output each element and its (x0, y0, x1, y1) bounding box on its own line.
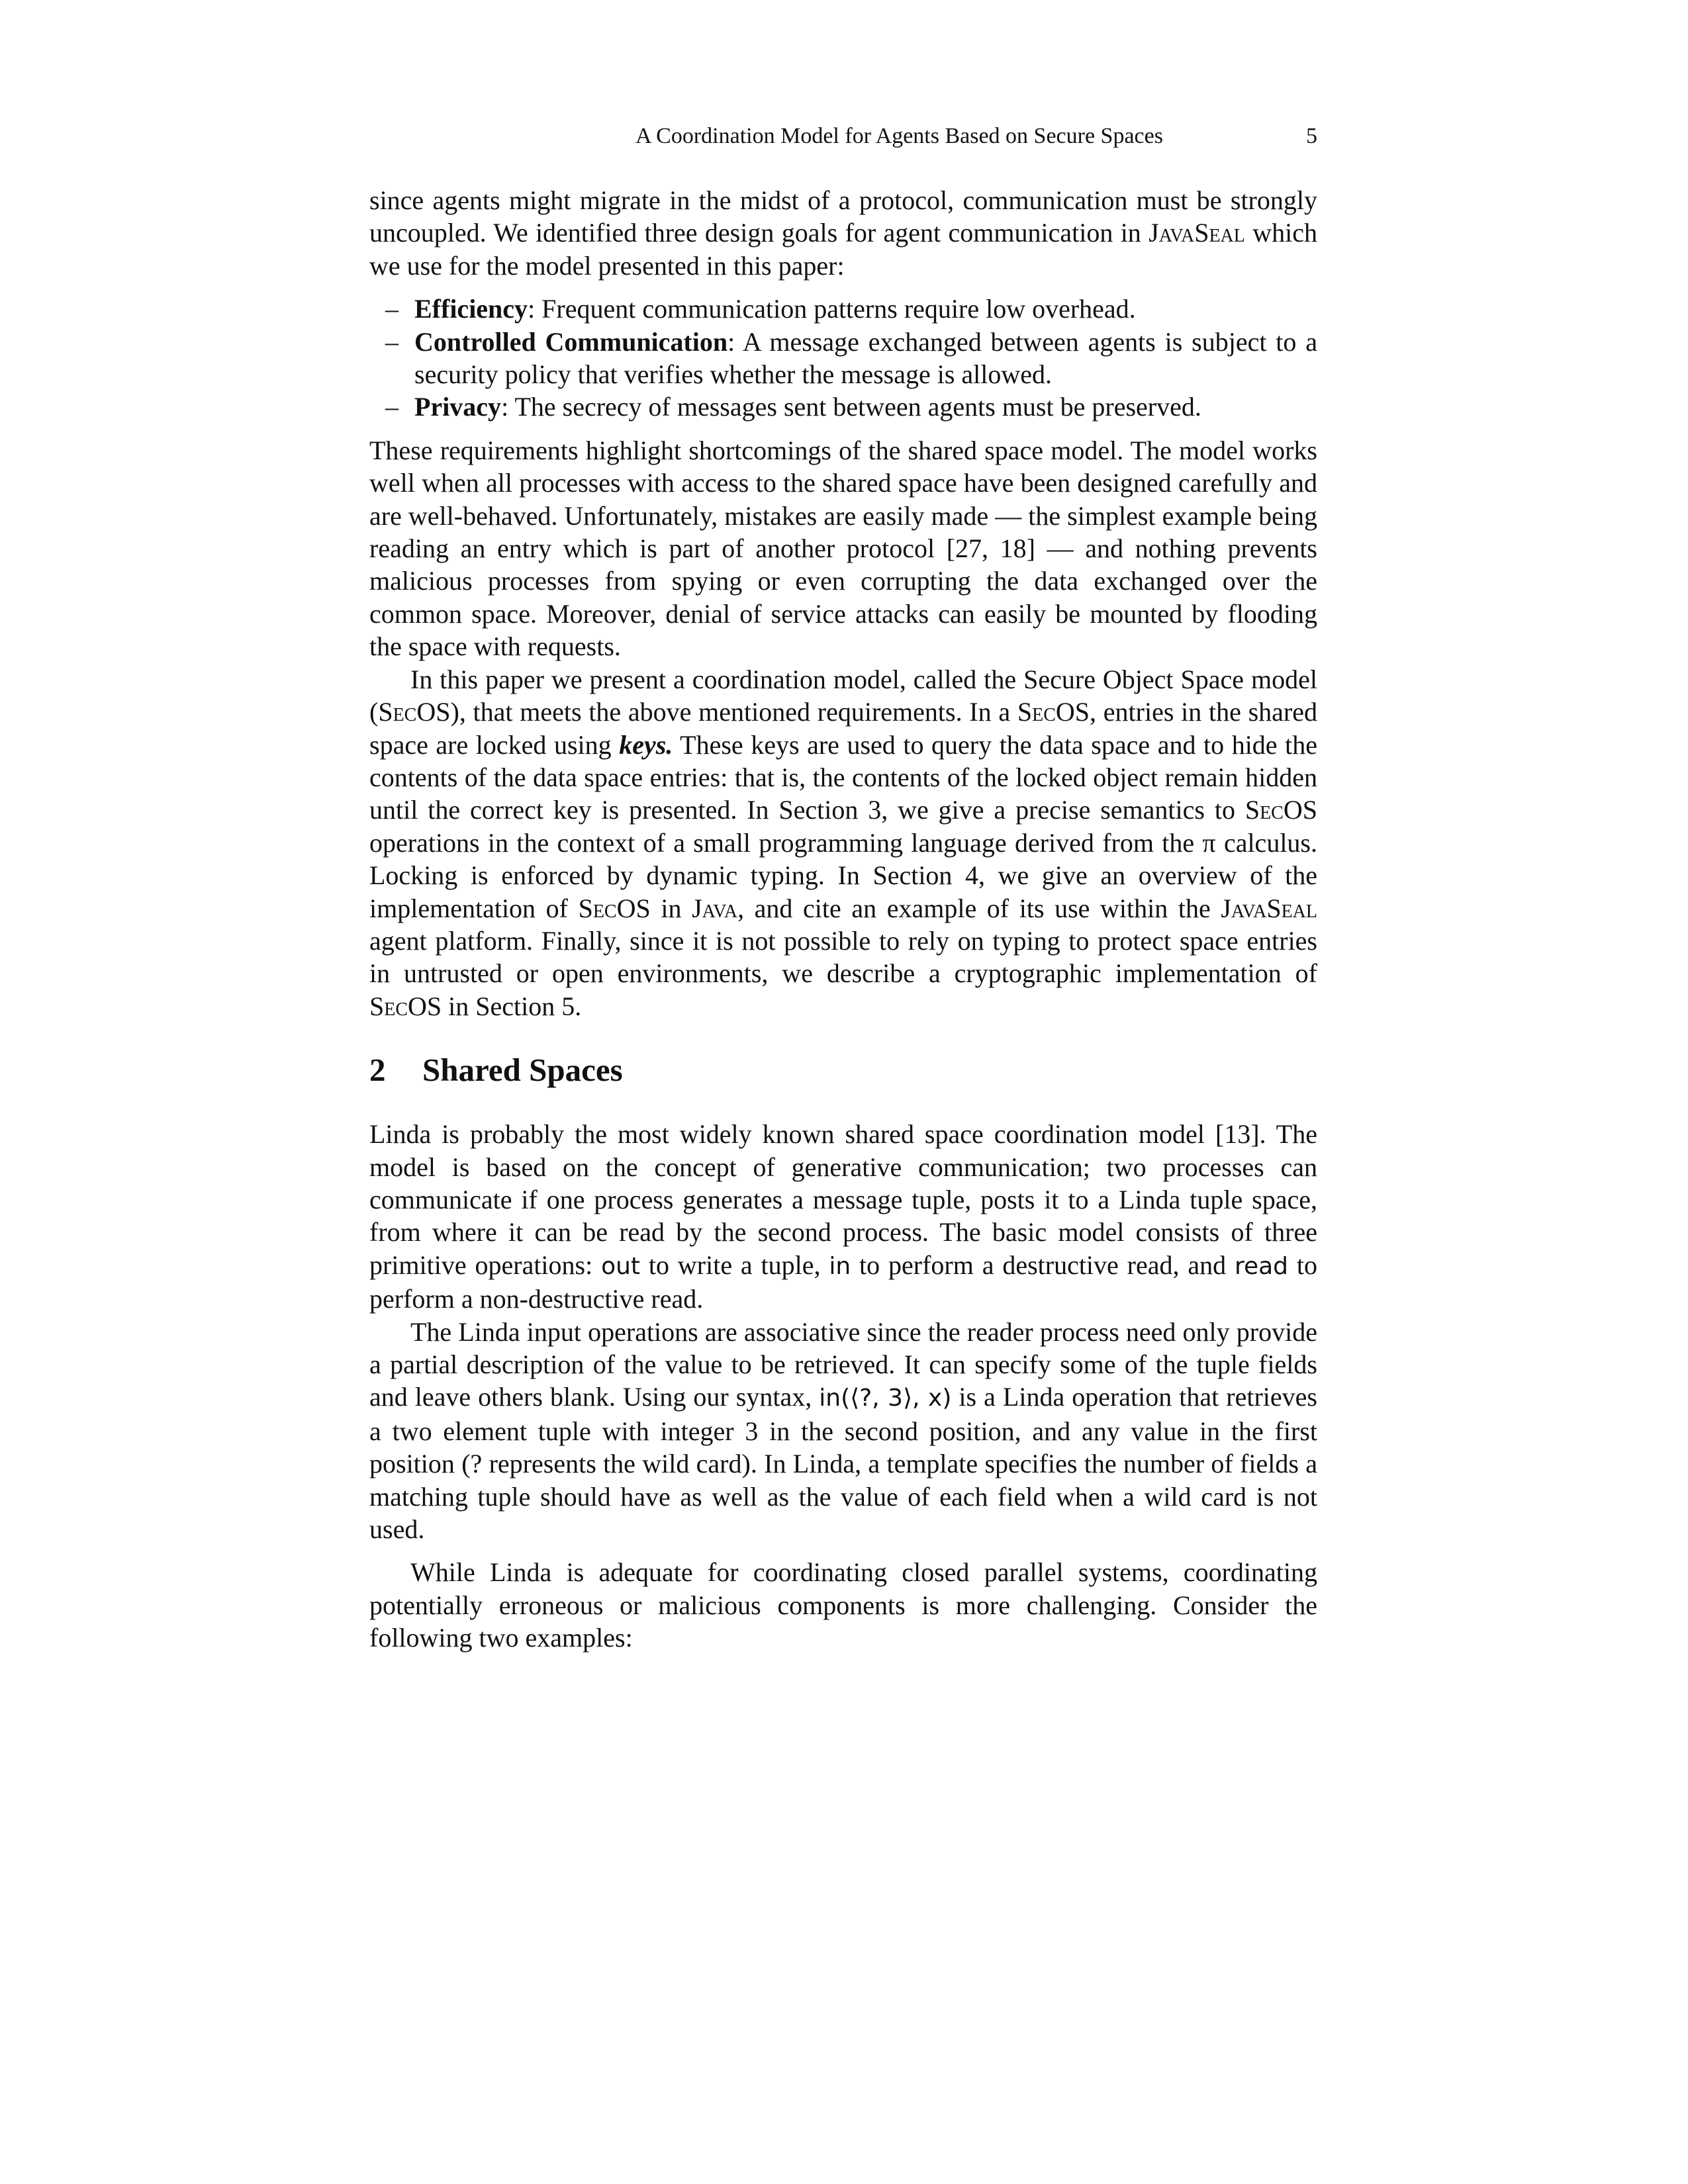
text-run: ), that meets the above mentioned requirements. In a (450, 697, 1017, 727)
goal-term: Privacy (414, 392, 502, 422)
secos-name: SecOS (369, 991, 442, 1021)
javaseal-name: JavaSeal (1149, 218, 1245, 248)
text-run: in Section 5. (442, 991, 582, 1021)
text-run: operations in the context of a small programming language derived from the π calculus. Locking is enforced by dynamic typing. In Section 4, we give an overview of the implementation of (369, 827, 1317, 923)
op-out: out (601, 1252, 641, 1280)
linda-paragraph-3: While Linda is adequate for coordinating closed parallel systems, coordinating potentially erroneous or malicious components is more challenging. Consider the following two examples: (369, 1557, 1317, 1653)
goal-term: Efficiency (414, 294, 528, 324)
secos-name: SecOS (1244, 795, 1317, 825)
secos-name: SecOS (1017, 697, 1090, 727)
text-run: In this paper we present a coordination model, called the Secure Object Space model ( (369, 664, 1317, 727)
secos-name: SecOS (578, 893, 651, 923)
text-run: to write a tuple, (640, 1250, 829, 1280)
section-title: Shared Spaces (422, 1052, 623, 1089)
secos-name: SecOS (378, 697, 451, 727)
running-title: A Coordination Model for Agents Based on Secure Spaces (635, 124, 1163, 148)
keys-emphasis: keys. (619, 729, 673, 760)
secos-paragraph (369, 663, 1317, 1023)
java-name: Java (692, 893, 738, 923)
list-item (369, 390, 1317, 423)
text-run: The Linda input operations are associative since the reader process need only provide a partial description of the value to be retrieved. It can specify some of the tuple fields and leave others blank. Using our syntax, (369, 1316, 1317, 1412)
goal-term: Controlled Communication (414, 326, 728, 357)
goal-description: : The secrecy of messages sent between agents must be preserved. (501, 392, 1201, 422)
design-goals-list (369, 293, 1317, 424)
intro-text-end: which we use for the model presented in this paper: (369, 218, 1317, 281)
text-run: agent platform. Finally, since it is not possible to rely on typing to protect space entries in untrusted or open environments, we describe a cryptographic implementation of (369, 925, 1317, 989)
op-read: read (1234, 1252, 1289, 1280)
linda-syntax-example: in(⟨?, 3⟩, x) (819, 1385, 952, 1412)
text-run: to perform a destructive read, and (851, 1250, 1235, 1280)
linda-paragraph-2 (369, 1316, 1317, 1546)
text-run: , entries in the shared space are locked using (369, 697, 1317, 760)
javaseal-name: JavaSeal (1221, 893, 1317, 923)
section-heading (369, 1050, 1317, 1090)
list-item (369, 293, 1317, 325)
text-run: in (650, 893, 692, 923)
list-item (369, 326, 1317, 391)
text-run: , and cite an example of its use within the (737, 893, 1221, 923)
linda-paragraph-1 (369, 1118, 1317, 1315)
text-run: These keys are used to query the data space and to hide the contents of the data space entries: that is, the contents of the locked object remain hidden until the correct key is presented. In Section 3, we give a precise semantics to (369, 729, 1317, 825)
intro-paragraph (369, 184, 1317, 282)
list-dash: – (385, 326, 399, 357)
op-in: in (829, 1252, 851, 1280)
list-dash: – (385, 392, 399, 422)
text-run: is a Linda operation that retrieves a two element tuple with integer 3 in the second position, and any value in the first position (? represents the wild card). In Linda, a template specifies the number of fields a matching tuple should have as well as the value of each field when a wild card is not used. (369, 1382, 1317, 1545)
body-text (369, 184, 1317, 1655)
goal-description: : Frequent communication patterns require low overhead. (528, 294, 1136, 324)
text-run: to perform a non-destructive read. (369, 1250, 1317, 1314)
requirements-paragraph: These requirements highlight shortcomings of the shared space model. The model works well when all processes with access to the shared space have been designed carefully and are well-behaved. Unfortunately, mistakes are easily made — the simplest example being reading an entry which is part of another protocol [27, 18] — and nothing prevents malicious processes from spying or even corrupting the data exchanged over the common space. Moreover, denial of service attacks can easily be mounted by flooding the space with requests. (369, 435, 1317, 662)
text-run: Linda is probably the most widely known shared space coordination model [13]. The model is based on the concept of generative communication; two processes can communicate if one process generates a message tuple, posts it to a Linda tuple space, from where it can be read by the second process. The basic model consists of three primitive operations: (369, 1119, 1317, 1280)
list-dash: – (385, 294, 399, 324)
section-number: 2 (369, 1052, 386, 1089)
page-number: 5 (1306, 124, 1317, 148)
goal-description: : A message exchanged between agents is subject to a security policy that verifies whether the message is allowed. (414, 326, 1317, 390)
intro-text-start: since agents might migrate in the midst of a protocol, communication must be strongly uncoupled. We identified three design goals for agent communication in (369, 185, 1317, 248)
running-header (369, 118, 1317, 155)
